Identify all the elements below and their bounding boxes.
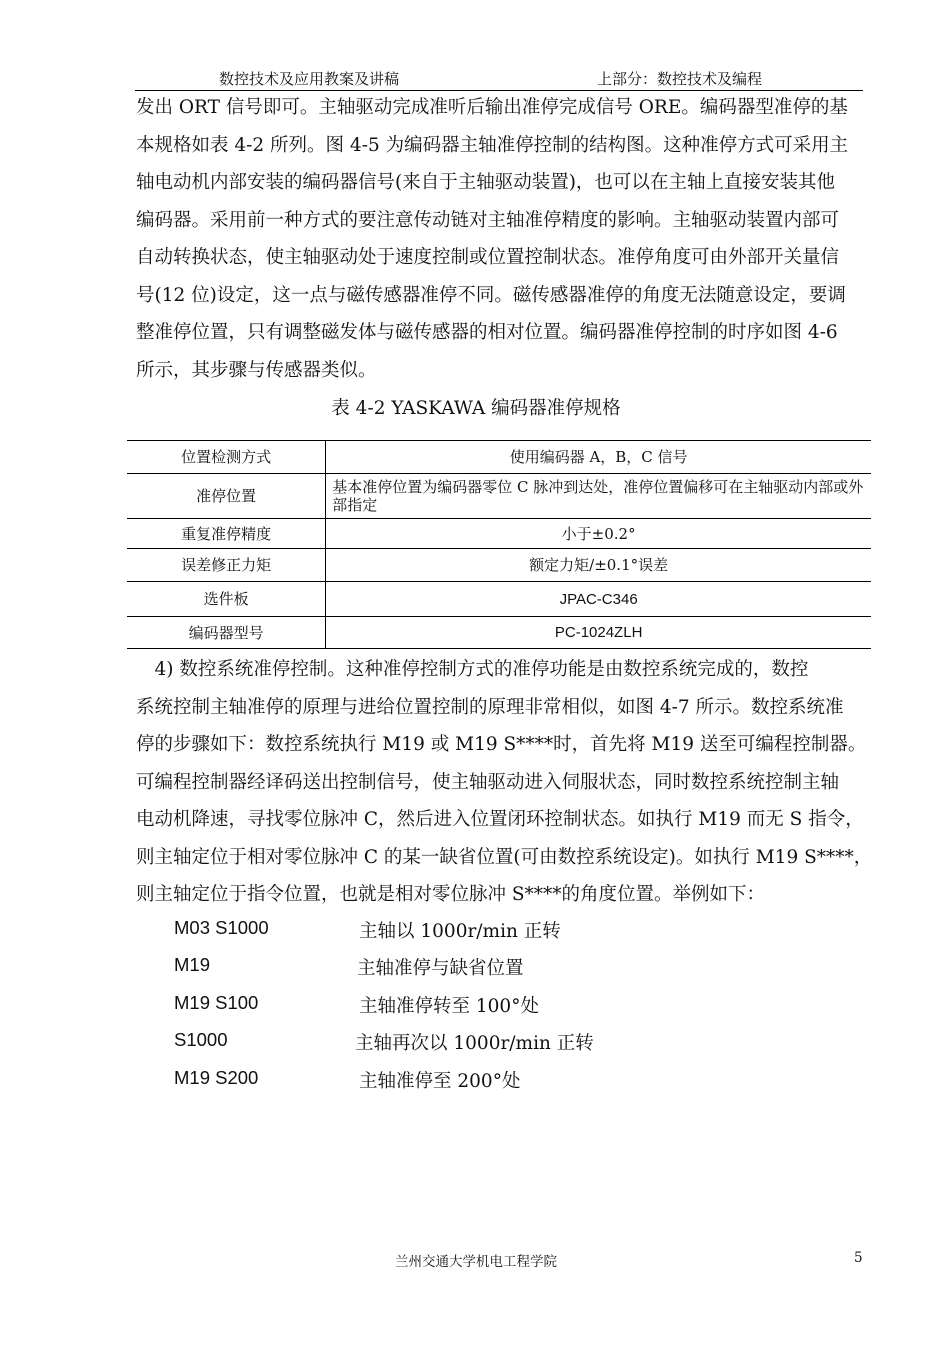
header-left-title: 数控技术及应用教案及讲稿 [219,70,400,88]
text-line: 号(12 位)设定，这一点与磁传感器准停不同。磁传感器准停的角度无法随意设定，要调 [136,284,846,306]
text-line: 电动机降速，寻找零位脉冲 C，然后进入位置闭环控制状态。如执行 M19 而无 S 指令， [136,809,864,830]
table-cell-label: 选件板 [127,582,326,617]
example-code: S1000 [174,1029,228,1051]
table-cell-label: 准停位置 [127,474,326,519]
table-cell-value: 小于±0.2° [326,519,871,549]
text-line: 则主轴定位于相对零位脉冲 C 的某一缺省位置(可由数控系统设定)。如执行 M19 S****， [136,846,873,868]
example-description: 主轴准停至 200°处 [359,1070,521,1092]
table-row [127,549,871,582]
example-description: 主轴准停与缺省位置 [357,958,524,980]
example-description: 主轴准停转至 100°处 [359,995,539,1017]
text-line: 轴电动机内部安装的编码器信号(来自于主轴驱动装置)，也可以在主轴上直接安装其他 [136,172,835,193]
text-line: 可编程控制器经译码送出控制信号，使主轴驱动进入伺服状态，同时数控系统控制主轴 [136,771,840,793]
spec-table [127,440,871,649]
table-cell-value: PC-1024ZLH [554,624,643,641]
footer-organization: 兰州交通大学机电工程学院 [395,1254,557,1270]
table-cell-label: 误差修正力矩 [127,549,326,582]
table-row [127,441,871,474]
text-line: 发出 ORT 信号即可。主轴驱动完成准听后输出准停完成信号 ORE。编码器型准停的基 [136,97,848,118]
text-line: 自动转换状态，使主轴驱动处于速度控制或位置控制状态。准停角度可由外部开关量信 [136,247,840,268]
example-code: M19 [174,954,210,976]
paragraph-encoder-stop [136,89,863,389]
table-cell-value: 额定力矩/±0.1°误差 [326,549,871,582]
header-right-title: 上部分：数控技术及编程 [597,70,763,88]
text-line: 停的步骤如下：数控系统执行 M19 或 M19 S****时，首先将 M19 送至可编程控制器。 [136,734,867,755]
table-cell-value: JPAC-C346 [559,590,638,608]
table-row [127,519,871,549]
example-description: 主轴以 1000r/min 正转 [359,921,561,942]
example-code: M03 S1000 [174,917,269,938]
text-line: 4) 数控系统准停控制。这种准停控制方式的准停功能是由数控系统完成的，数控 [136,659,809,680]
table-cell-value: 使用编码器 A，B，C 信号 [326,441,871,474]
text-line: 则主轴定位于指令位置，也就是相对零位脉冲 S****的角度位置。举例如下： [136,884,766,905]
text-line: 本规格如表 4-2 所列。图 4-5 为编码器主轴准停控制的结构图。这种准停方式可采用主 [136,134,849,156]
table-cell-label: 位置检测方式 [127,441,326,474]
table-row [127,582,871,617]
page-header [135,66,863,91]
text-line: 系统控制主轴准停的原理与进给位置控制的原理非常相似，如图 4-7 所示。数控系统准 [136,696,844,718]
text-line: 所示，其步骤与传感器类似。 [136,359,377,381]
table-cell-label: 重复准停精度 [127,519,326,549]
example-code: M19 S200 [174,1066,259,1088]
page-number: 5 [854,1250,863,1266]
example-description: 主轴再次以 1000r/min 正转 [355,1033,594,1055]
example-code: M19 S100 [174,991,259,1013]
paragraph-cnc-stop [136,651,873,914]
table-caption: 表 4-2 YASKAWA 编码器准停规格 [331,398,621,419]
table-cell-label: 编码器型号 [127,617,326,649]
text-line: 整准停位置，只有调整磁发体与磁传感器的相对位置。编码器准停控制的时序如图 4-6 [136,322,838,343]
table-row [127,474,871,519]
text-line: 编码器。采用前一种方式的要注意传动链对主轴准停精度的影响。主轴驱动装置内部可 [136,209,840,231]
table-row [127,617,871,649]
table-cell-value: 基本准停位置为编码器零位 C 脉冲到达处，准停位置偏移可在主轴驱动内部或外部指定 [326,474,871,519]
